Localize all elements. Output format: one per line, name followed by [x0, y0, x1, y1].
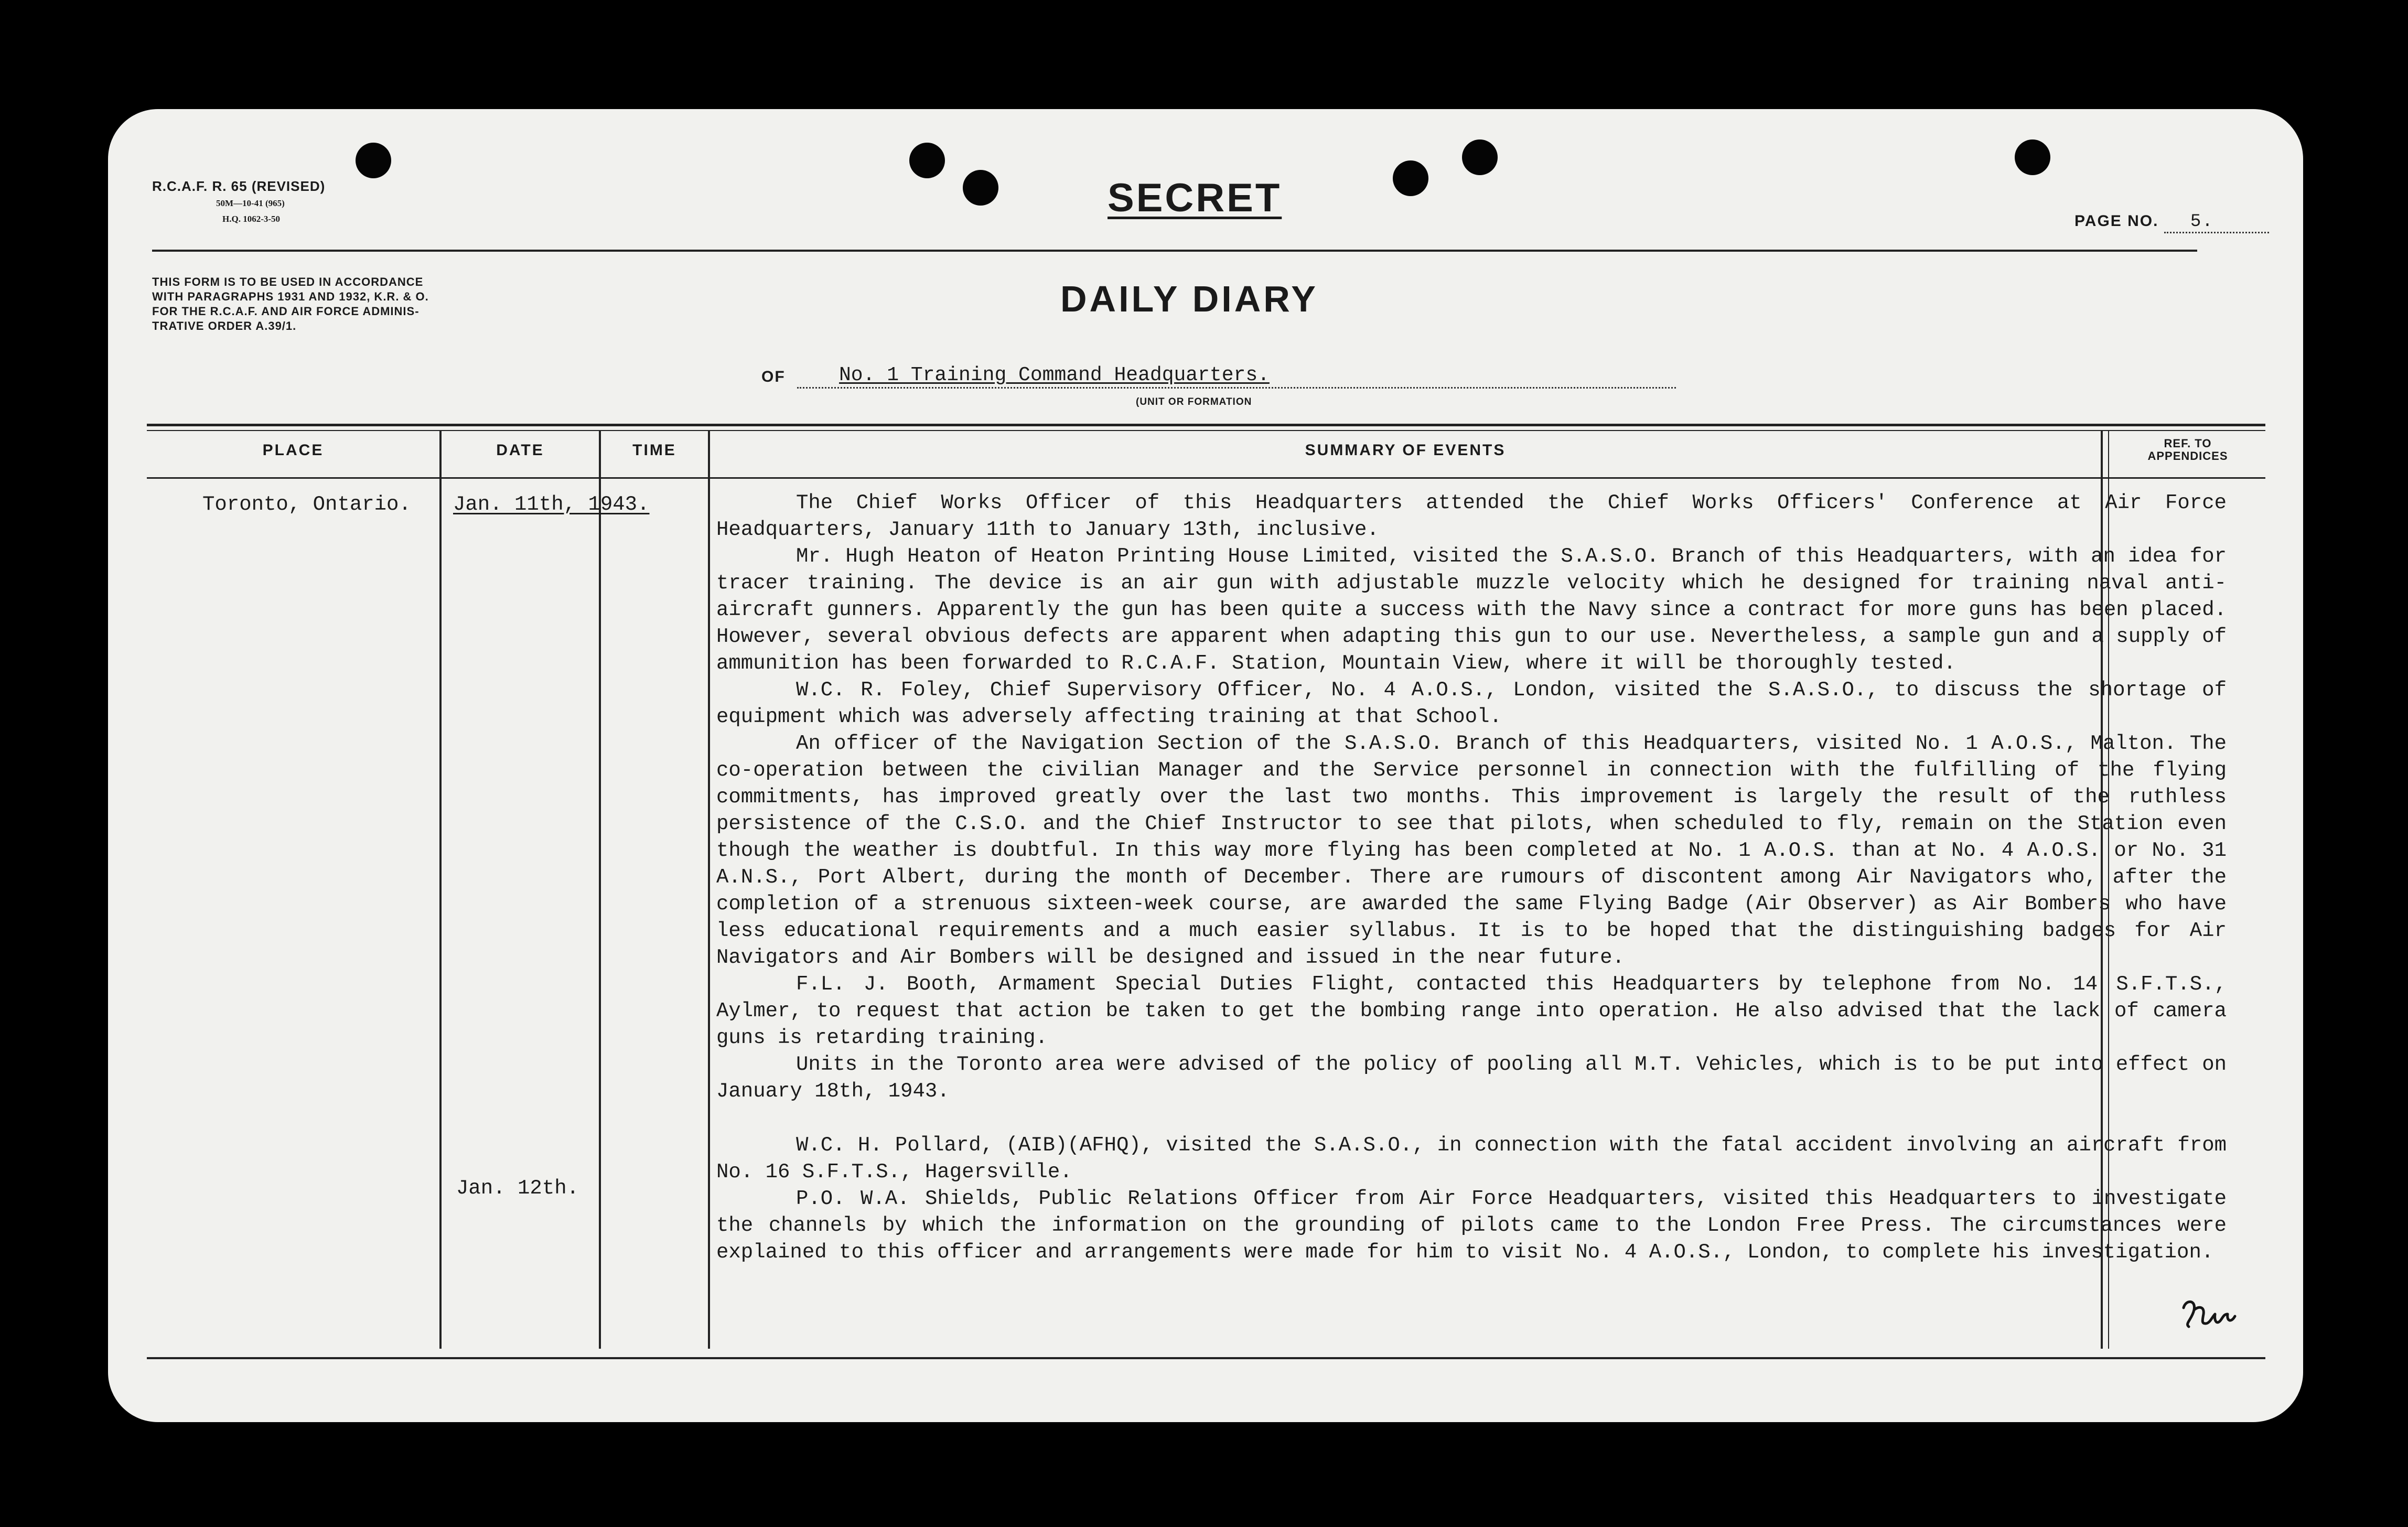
table-top-rule-inner — [147, 430, 2265, 431]
form-number: R.C.A.F. R. 65 (REVISED) — [152, 178, 326, 194]
diary-form — [108, 109, 2303, 1422]
diary-paragraph: Units in the Toronto area were advised of the policy of pooling all M.T. Vehicles, which is to be put into effect on January 18th, 1943. — [716, 1053, 2227, 1103]
page-number: 5. — [2164, 212, 2269, 233]
column-header-time: TIME — [632, 442, 676, 459]
diary-paragraph: P.O. W.A. Shields, Public Relations Officer from Air Force Headquarters, visited this Headquarters to investigate the channels by which the information on the grounding of pilots came to the London Free Press. The circumstances were explained to this officer and arrangements were made for him to visit No. 4 A.O.S., London, to complete his investigation. — [716, 1187, 2227, 1264]
appendices-header-line: REF. TO — [2164, 437, 2212, 450]
punch-hole — [1393, 160, 1428, 196]
column-header-appendices — [2110, 437, 2265, 463]
column-divider — [599, 430, 601, 1349]
instruction-line: TRATIVE ORDER A.39/1. — [152, 319, 297, 332]
entry-place: Toronto, Ontario. — [202, 493, 411, 516]
page-number-field — [2074, 212, 2269, 233]
table-top-rule — [147, 424, 2265, 426]
diary-paragraph: The Chief Works Officer of this Headquarters attended the Chief Works Officers' Conference at Air Force Headquarters, January 11th to January 13th, inclusive. — [716, 491, 2227, 541]
classification-stamp: SECRET — [1108, 176, 1282, 220]
diary-paragraph: F.L. J. Booth, Armament Special Duties Flight, contacted this Headquarters by telephone from No. 14 S.F.T.S., Aylmer, to request that action be taken to get the bombing range into operation. He also advised that the lack of camera guns is retarding training. — [716, 973, 2227, 1049]
entry-date: Jan. 11th, 1943. — [453, 493, 650, 516]
table-bottom-rule — [147, 1357, 2265, 1359]
column-divider — [708, 430, 710, 1349]
column-header-place: PLACE — [262, 442, 324, 459]
of-label: OF — [761, 368, 786, 385]
punch-hole — [1462, 139, 1498, 175]
appendices-header-line: APPENDICES — [2147, 449, 2228, 463]
print-code: H.Q. 1062-3-50 — [222, 214, 281, 224]
unit-name: No. 1 Training Command Headquarters. — [839, 364, 1270, 386]
form-title: DAILY DIARY — [1060, 278, 1318, 319]
summary-of-events — [716, 490, 2227, 1266]
unit-field — [797, 364, 1676, 389]
page-label: PAGE NO. — [2074, 212, 2159, 230]
table-header-rule — [147, 477, 2265, 479]
punch-hole — [356, 143, 391, 178]
column-divider — [439, 430, 442, 1349]
punch-hole — [963, 170, 998, 206]
column-header-date: DATE — [496, 442, 544, 459]
column-header-summary: SUMMARY OF EVENTS — [1305, 442, 1506, 459]
punch-hole — [2015, 139, 2050, 175]
handwritten-initials — [2180, 1296, 2243, 1338]
instruction-line: FOR THE R.C.A.F. AND AIR FORCE ADMINIS- — [152, 305, 420, 318]
form-instructions — [152, 275, 429, 334]
diary-paragraph: Mr. Hugh Heaton of Heaton Printing House Limited, visited the S.A.S.O. Branch of this Headquarters, with an idea for tracer training. The device is an air gun with adjustable muzzle velocity which he designed for training naval anti-aircraft gunners. Apparently the gun has been quite a success with the Navy since a contract for more guns has been placed. However, several obvious defects are apparent when adapting this gun to our use. Nevertheless, a sample gun and a supply of ammunition has been forwarded to R.C.A.F. Station, Mountain View, where it will be thoroughly tested. — [716, 545, 2227, 675]
instruction-line: WITH PARAGRAPHS 1931 AND 1932, K.R. & O. — [152, 290, 429, 303]
diary-paragraph: W.C. R. Foley, Chief Supervisory Officer, No. 4 A.O.S., London, visited the S.A.S.O., to discuss the shortage of equipment which was adversely affecting training at that School. — [716, 679, 2227, 728]
entry-date: Jan. 12th. — [456, 1177, 579, 1200]
header-divider — [152, 250, 2197, 252]
punch-hole — [909, 143, 945, 178]
print-code: 50M—10-41 (965) — [216, 198, 285, 208]
instruction-line: THIS FORM IS TO BE USED IN ACCORDANCE — [152, 275, 424, 288]
diary-paragraph: W.C. H. Pollard, (AIB)(AFHQ), visited the S.A.S.O., in connection with the fatal accident involving an aircraft from No. 16 S.F.T.S., Hagersville. — [716, 1134, 2227, 1184]
unit-caption: (UNIT OR FORMATION — [1136, 396, 1252, 407]
diary-paragraph: An officer of the Navigation Section of the S.A.S.O. Branch of this Headquarters, visited No. 1 A.O.S., Malton. The co-operation between the civilian Manager and the Service personnel in connection with the fulfilling of the flying commitments, has improved greatly over the last two months. This improvement is largely the result of the ruthless persistence of the C.S.O. and the Chief Instructor to see that pilots, when scheduled to fly, remain on the Station even though the weather is doubtful. In this way more flying has been completed at No. 1 A.O.S. than at No. 4 A.O.S. or No. 31 A.N.S., Port Albert, during the month of December. There are rumours of discontent among Air Navigators who, after the completion of a strenuous sixteen-week course, are awarded the same Flying Badge (Air Observer) as Air Bombers who have less educational requirements and a much easier syllabus. It is to be hoped that the distinguishing badges for Air Navigators and Air Bombers will be designed and issued in the near future. — [716, 732, 2227, 969]
